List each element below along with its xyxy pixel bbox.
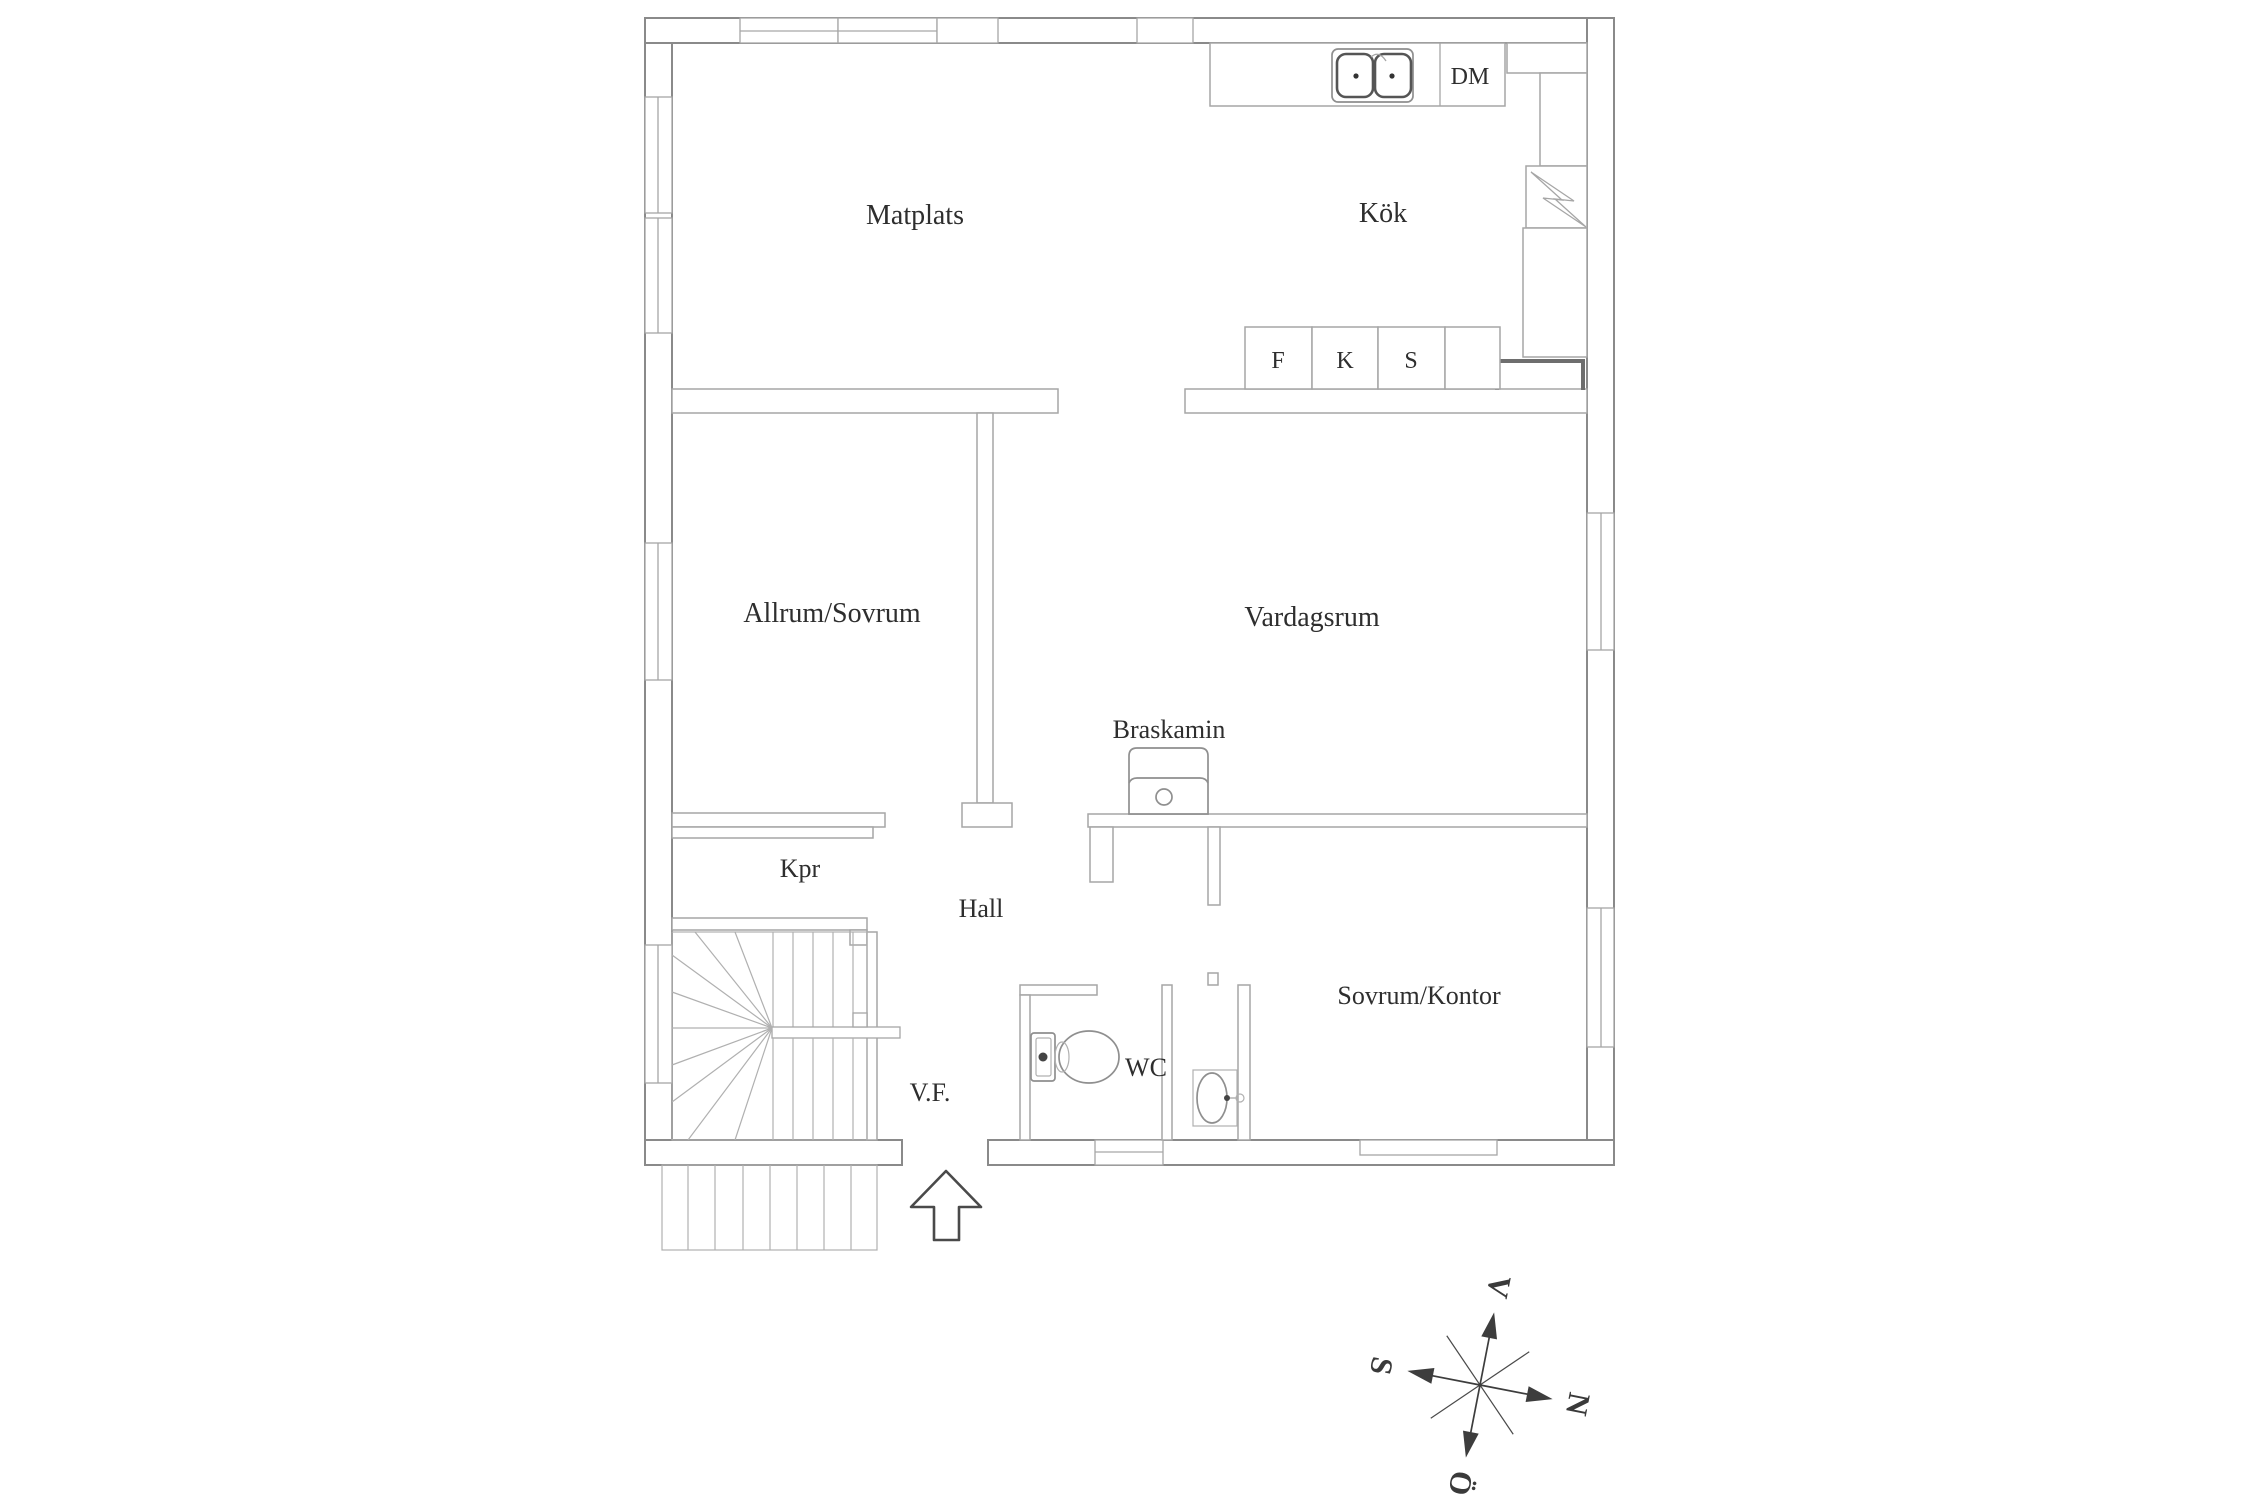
kitchen-wall-column — [1523, 228, 1587, 357]
wall-corridor-right — [1208, 827, 1220, 905]
label-matplats: Matplats — [866, 200, 964, 231]
label-wc: WC — [1125, 1053, 1167, 1082]
compass-arrowhead — [1458, 1431, 1479, 1460]
kitchen-wall-column — [1540, 73, 1587, 166]
wall-wc-left — [1020, 995, 1030, 1140]
label-k: K — [1336, 348, 1354, 374]
compass-arrowhead — [1406, 1363, 1435, 1384]
wall-south-band — [1088, 814, 1587, 827]
label-braskamin: Braskamin — [1112, 715, 1226, 744]
label-vf: V.F. — [909, 1078, 951, 1107]
kitchen-return-wall — [1497, 361, 1583, 390]
wall-bottom-right — [988, 1140, 1614, 1165]
label-kok: Kök — [1358, 198, 1408, 229]
label-sovrum-kontor: Sovrum/Kontor — [1337, 981, 1501, 1010]
stair-rail — [772, 1027, 900, 1038]
label-s: S — [1404, 348, 1418, 374]
wall-allrum-right — [977, 413, 993, 803]
wall-allrum-bottom — [672, 813, 885, 827]
compass-label-south: S — [1363, 1354, 1401, 1378]
wall-vardagsrum-top — [1185, 389, 1587, 413]
window — [1137, 18, 1193, 43]
toilet-icon — [1031, 1031, 1119, 1083]
wall-kpr-top — [672, 827, 873, 838]
kitchen-sink-icon — [1332, 49, 1413, 102]
staircase — [662, 932, 900, 1250]
compass-label-east: Ö — [1441, 1467, 1481, 1499]
wall-matplats-divider — [672, 389, 1058, 413]
compass-rose — [1343, 1253, 1616, 1500]
wall-kpr-bottom — [672, 918, 867, 930]
window — [1360, 1140, 1497, 1155]
wall-corridor-left — [1090, 827, 1113, 882]
wall-sovrum-left — [1238, 985, 1250, 1140]
label-hall: Hall — [958, 894, 1004, 923]
compass-label-west: V — [1479, 1272, 1519, 1302]
label-kpr: Kpr — [779, 854, 821, 883]
compass-arrowhead — [1526, 1386, 1555, 1407]
window — [937, 18, 998, 43]
label-allrum-sovrum: Allrum/Sovrum — [743, 598, 921, 629]
room-labels — [743, 64, 1501, 1107]
entrance-arrow-icon — [911, 1171, 981, 1240]
label-vardagsrum: Vardagsrum — [1244, 602, 1380, 633]
washbasin-icon — [1193, 1070, 1244, 1126]
kitchen-wall-column — [1507, 43, 1587, 73]
wall-bottom-left — [645, 1140, 902, 1165]
braskamin-stove-icon — [1129, 748, 1208, 814]
wall-wc-top — [1020, 985, 1097, 995]
label-dm: DM — [1450, 64, 1490, 90]
label-f: F — [1271, 348, 1285, 374]
appliance-cell-empty — [1445, 327, 1500, 389]
porch-steps — [662, 1165, 877, 1250]
compass-label-north: N — [1558, 1389, 1598, 1419]
compass-arrowhead — [1481, 1311, 1502, 1340]
wall-corridor-right-stub — [1208, 973, 1218, 985]
wall-allrum-right-base — [962, 803, 1012, 827]
